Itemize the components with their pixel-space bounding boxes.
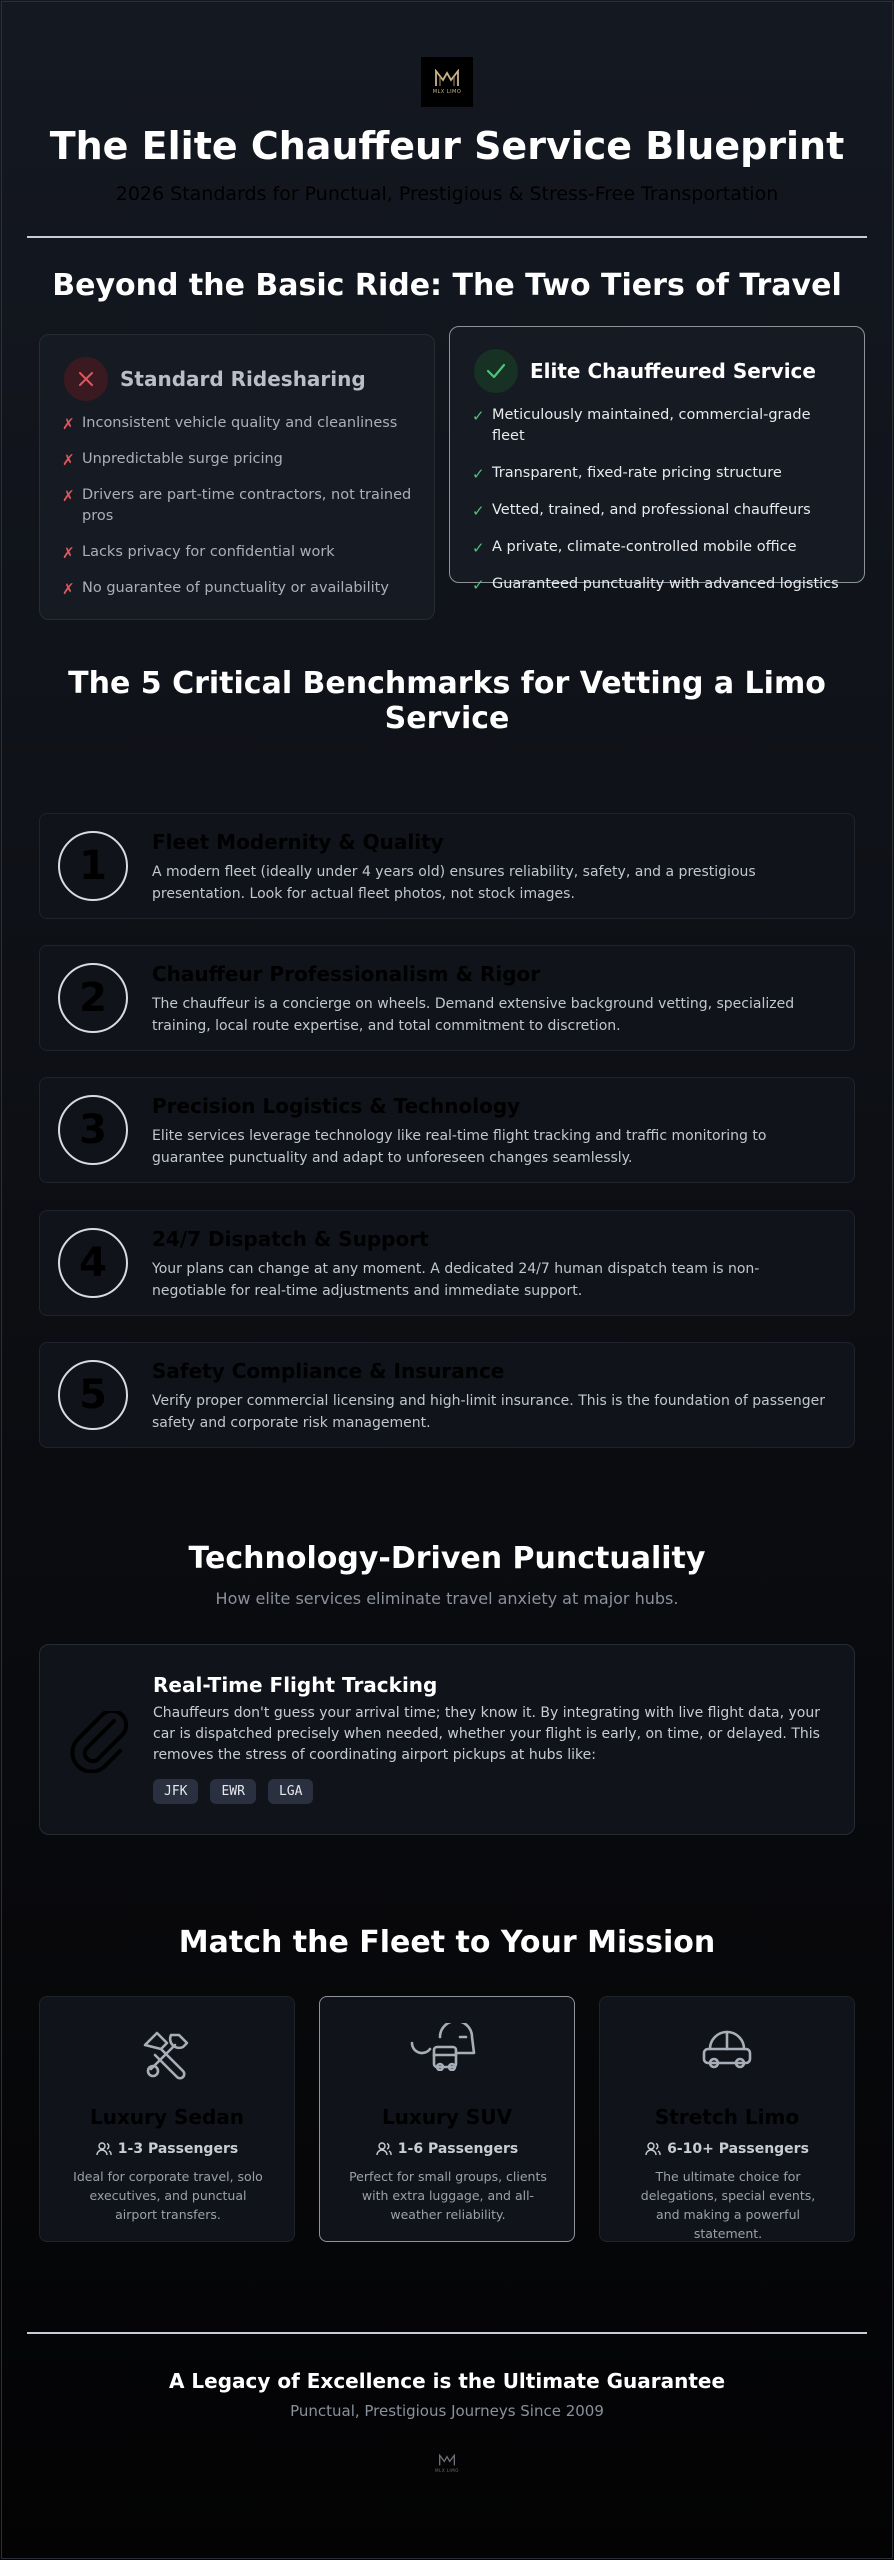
- page-subtitle: 2026 Standards for Punctual, Prestigious & Stress-Free Transportation: [115, 183, 779, 205]
- fleet-name: Luxury Sedan: [89, 2105, 244, 2129]
- benchmark-number: 3: [58, 1095, 128, 1165]
- list-item: ✗ Drivers are part-time contractors, not trained pros: [62, 487, 412, 524]
- benchmark-desc: The chauffeur is a concierge on wheels. Demand extensive background vetting, specialized training, local route expertise, and total commitment to discretion.: [152, 996, 795, 1034]
- technology-section-title: Technology-Driven Punctuality: [188, 1541, 706, 1576]
- benchmark-number: 2: [58, 963, 128, 1033]
- elite-tier-list: [472, 405, 842, 611]
- x-icon: [64, 357, 108, 401]
- list-item: ✓ Guaranteed punctuality with advanced logistics: [472, 576, 839, 594]
- check-icon: [474, 349, 518, 393]
- footer-logo-text: MLX LIMO: [435, 2468, 459, 2473]
- technology-section-subtitle: How elite services eliminate travel anxiety at major hubs.: [215, 1589, 679, 1608]
- flight-tracking-title: Real-Time Flight Tracking: [153, 1673, 438, 1697]
- list-item: ✗ Lacks privacy for confidential work: [62, 544, 335, 562]
- benchmark-number: 4: [58, 1228, 128, 1298]
- flight-tracking-desc: Chauffeurs don't guess your arrival time; they know it. By integrating with live flight data, your car is dispatched precisely when needed, whether your flight is early, on time, or delayed. This removes the stress of coordinating airport pickups at hubs like:: [153, 1705, 820, 1763]
- benchmark-title: Fleet Modernity & Quality: [152, 830, 444, 854]
- airport-chip-ewr: EWR: [210, 1779, 255, 1804]
- fleet-passengers: 6-10+ Passengers: [600, 2141, 854, 2157]
- benchmark-number: 5: [58, 1360, 128, 1430]
- brand-logo: [421, 57, 473, 107]
- divider: [27, 2332, 867, 2334]
- elite-chauffeured-card: [449, 326, 865, 594]
- benchmark-title: 24/7 Dispatch & Support: [152, 1227, 429, 1251]
- benchmark-desc: Your plans can change at any moment. A dedicated 24/7 human dispatch team is non-negotiable for real-time adjustments and immediate support.: [152, 1261, 760, 1299]
- benchmark-card: [39, 1342, 855, 1448]
- users-icon: [96, 2142, 112, 2156]
- benchmark-desc: Elite services leverage technology like real-time flight tracking and traffic monitoring to guarantee punctuality and adapt to unforeseen changes seamlessly.: [152, 1128, 767, 1166]
- logo-mark-icon: [438, 2454, 456, 2466]
- benchmark-desc: Verify proper commercial licensing and high-limit insurance. This is the foundation of passenger safety and corporate risk management.: [152, 1393, 826, 1431]
- benchmark-title: Chauffeur Professionalism & Rigor: [152, 962, 541, 986]
- list-item: ✓ A private, climate-controlled mobile office: [472, 539, 797, 557]
- benchmarks-section-title: The 5 Critical Benchmarks for Vetting a Limo Service: [68, 666, 826, 736]
- users-icon: [376, 2142, 392, 2156]
- list-item: ✓ Vetted, trained, and professional chauffeurs: [472, 502, 811, 520]
- standard-tier-name: Standard Ridesharing: [120, 367, 366, 391]
- footer-title: A Legacy of Excellence is the Ultimate Guarantee: [168, 2369, 726, 2393]
- logo-text: MLX LIMO: [432, 89, 462, 95]
- paperclip-icon: [70, 1711, 130, 1777]
- benchmark-title: Safety Compliance & Insurance: [152, 1359, 505, 1383]
- benchmark-card: [39, 1077, 855, 1183]
- page-title: The Elite Chauffeur Service Blueprint: [49, 124, 845, 168]
- users-icon: [645, 2142, 661, 2156]
- elite-tier-name: Elite Chauffeured Service: [530, 359, 816, 383]
- list-item: ✗ No guarantee of punctuality or availability: [62, 580, 389, 598]
- list-item: ✗ Inconsistent vehicle quality and cleanliness: [62, 415, 398, 433]
- airport-chips: [153, 1779, 313, 1804]
- list-item: ✓ Meticulously maintained, commercial-grade fleet: [472, 407, 811, 444]
- fleet-passengers: 1-3 Passengers: [40, 2141, 294, 2157]
- benchmark-card: [39, 813, 855, 919]
- footer-subtitle: Punctual, Prestigious Journeys Since 2009: [290, 2402, 604, 2420]
- fleet-desc: The ultimate choice for delegations, special events, and making a powerful statement.: [640, 2169, 816, 2241]
- standard-tier-list: [62, 413, 412, 614]
- fleet-name: Luxury SUV: [381, 2105, 513, 2129]
- list-item: ✓ Transparent, fixed-rate pricing structure: [472, 465, 782, 483]
- fleet-card-luxury-sedan: [39, 1996, 295, 2242]
- fleet-section-title: Match the Fleet to Your Mission: [178, 1925, 716, 1960]
- fleet-card-stretch-limo: [599, 1996, 855, 2242]
- fleet-name: Stretch Limo: [654, 2105, 800, 2129]
- logo-mark-icon: [434, 69, 460, 87]
- benchmark-number: 1: [58, 831, 128, 901]
- standard-ridesharing-card: [39, 334, 435, 620]
- benchmark-card: [39, 1210, 855, 1316]
- tiers-section-title: Beyond the Basic Ride: The Two Tiers of Travel: [52, 268, 842, 303]
- airport-chip-jfk: JFK: [153, 1779, 198, 1804]
- fleet-desc: Perfect for small groups, clients with extra luggage, and all-weather reliability.: [349, 2169, 547, 2222]
- benchmark-desc: A modern fleet (ideally under 4 years old) ensures reliability, safety, and a prestigious presentation. Look for actual fleet photos, not stock images.: [152, 864, 756, 902]
- flight-tracking-card: [39, 1644, 855, 1835]
- fleet-passengers: 1-6 Passengers: [320, 2141, 574, 2157]
- list-item: ✗ Unpredictable surge pricing: [62, 451, 283, 469]
- benchmark-card: [39, 945, 855, 1051]
- footer-logo: [431, 2454, 463, 2484]
- limo-icon: [600, 2023, 854, 2071]
- fleet-desc: Ideal for corporate travel, solo executives, and punctual airport transfers.: [73, 2169, 263, 2222]
- benchmark-title: Precision Logistics & Technology: [152, 1094, 521, 1118]
- suv-icon: [320, 2023, 574, 2071]
- tools-icon: [40, 2023, 294, 2081]
- divider: [27, 236, 867, 238]
- airport-chip-lga: LGA: [268, 1779, 313, 1804]
- fleet-card-luxury-suv: [319, 1996, 575, 2242]
